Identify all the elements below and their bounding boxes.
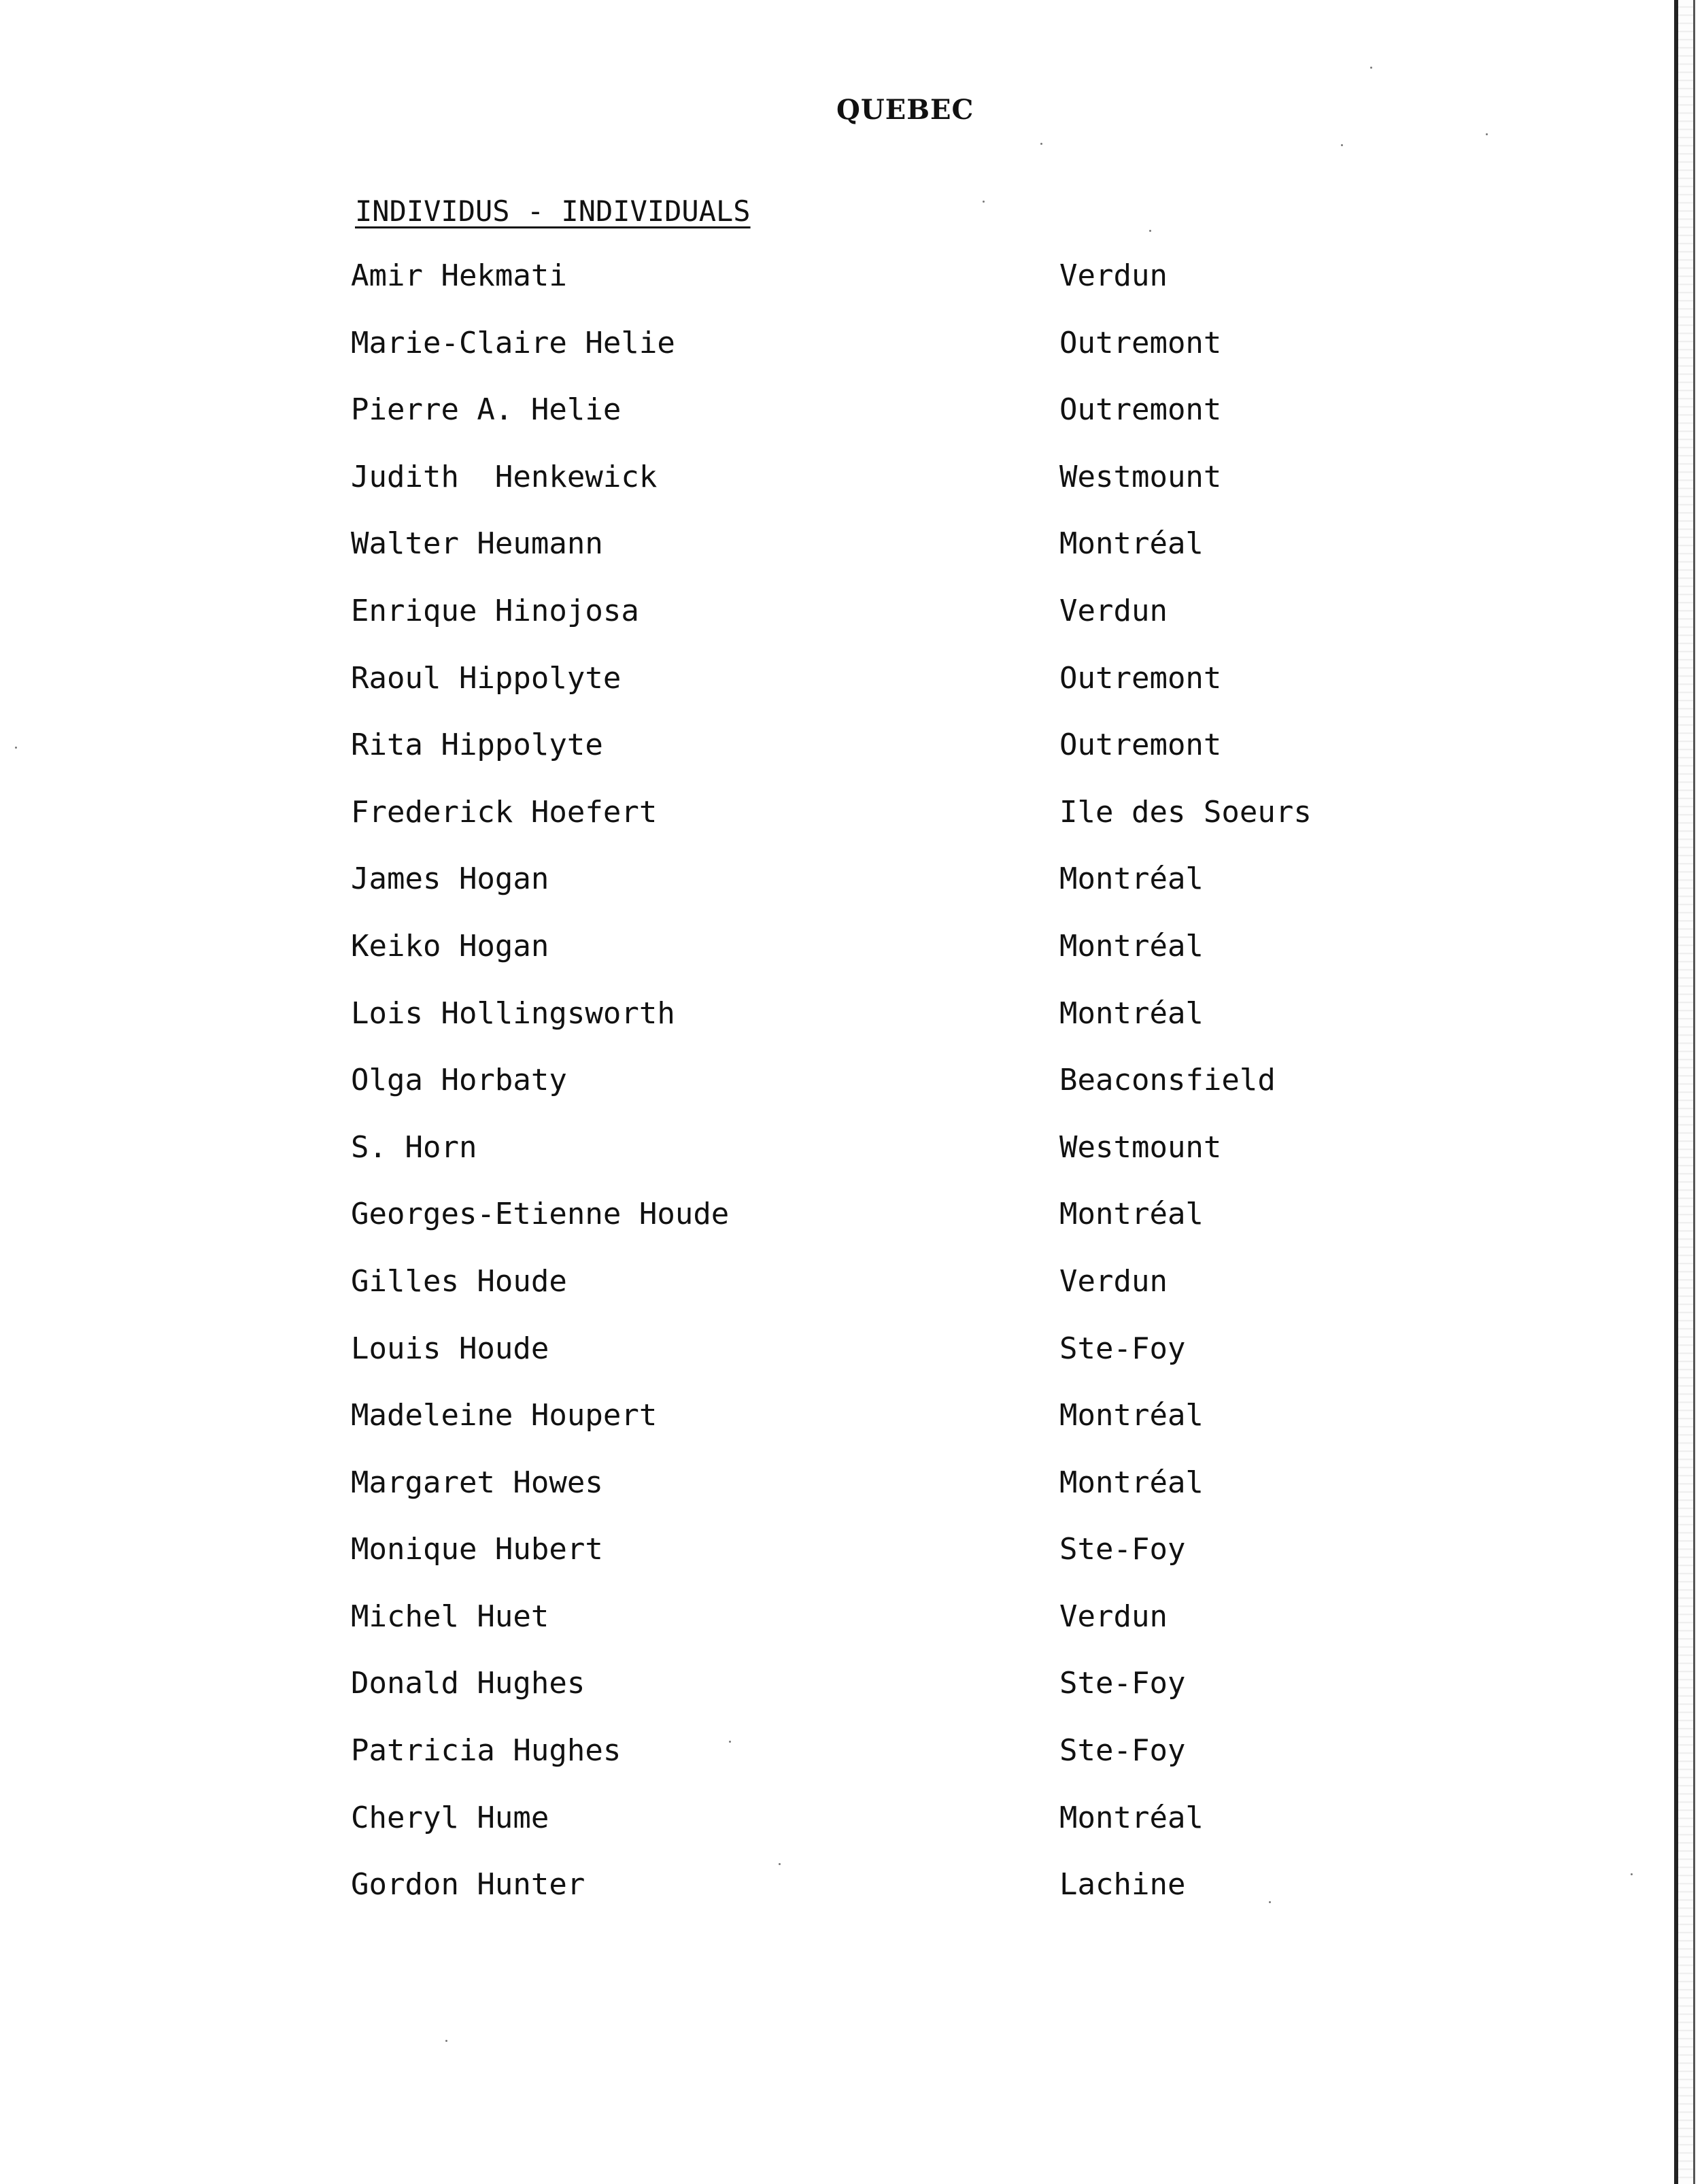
list-item (0, 728, 1632, 795)
scan-speck (1370, 67, 1372, 69)
individual-city: Montréal (1059, 1398, 1204, 1433)
individual-city: Ste-Foy (1059, 1532, 1186, 1567)
individual-city: Outremont (1059, 325, 1222, 360)
list-item (0, 661, 1632, 728)
individuals-list (0, 258, 1632, 1934)
individual-name: Judith Henkewick (351, 459, 658, 494)
list-item (0, 1801, 1632, 1868)
individual-city: Outremont (1059, 660, 1222, 696)
individual-name: Margaret Howes (351, 1465, 603, 1500)
list-item (0, 929, 1632, 996)
individual-name: Pierre A. Helie (351, 392, 622, 428)
individual-name: Michel Huet (351, 1599, 549, 1634)
individual-city: Outremont (1059, 392, 1222, 428)
individual-name: Rita Hippolyte (351, 728, 603, 763)
scan-speck (983, 201, 985, 203)
individual-name: Gordon Hunter (351, 1867, 585, 1903)
list-item (0, 1532, 1632, 1599)
individual-name: Olga Horbaty (351, 1063, 567, 1098)
individual-name: Georges-Etienne Houde (351, 1197, 730, 1232)
list-item (0, 460, 1632, 527)
individual-name: Marie-Claire Helie (351, 325, 675, 360)
individual-city: Montréal (1059, 861, 1204, 897)
individual-city: Verdun (1059, 1599, 1168, 1634)
scan-speck (1149, 230, 1151, 232)
list-item (0, 392, 1632, 460)
individual-name: Louis Houde (351, 1331, 549, 1366)
individual-name: Walter Heumann (351, 526, 603, 562)
list-item (0, 1130, 1632, 1197)
list-item (0, 1063, 1632, 1130)
individual-name: Amir Hekmati (351, 258, 567, 293)
individual-name: Enrique Hinojosa (351, 593, 639, 628)
individual-name: Patricia Hughes (351, 1733, 622, 1769)
individual-city: Verdun (1059, 1263, 1168, 1299)
individual-name: Donald Hughes (351, 1666, 585, 1701)
scan-speck (779, 1863, 781, 1865)
individual-city: Montréal (1059, 1800, 1204, 1835)
individual-name: Keiko Hogan (351, 928, 549, 963)
scan-speck (445, 2040, 447, 2042)
individual-city: Ste-Foy (1059, 1331, 1186, 1366)
scan-speck (1486, 133, 1488, 135)
list-item (0, 1331, 1632, 1399)
individual-city: Verdun (1059, 258, 1168, 293)
list-item (0, 1197, 1632, 1264)
list-item (0, 1599, 1632, 1667)
scan-speck (1341, 144, 1343, 146)
individual-city: Ste-Foy (1059, 1666, 1186, 1701)
list-item (0, 996, 1632, 1063)
individual-name: Gilles Houde (351, 1263, 567, 1299)
individual-name: Lois Hollingsworth (351, 995, 675, 1031)
individual-name: S. Horn (351, 1129, 477, 1165)
page-title: QUEBEC (836, 94, 974, 126)
list-item (0, 258, 1632, 326)
list-item (0, 1465, 1632, 1533)
individual-city: Montréal (1059, 1197, 1204, 1232)
individual-city: Montréal (1059, 928, 1204, 963)
individual-city: Outremont (1059, 728, 1222, 763)
scan-speck (729, 1741, 731, 1743)
list-item (0, 1666, 1632, 1733)
section-heading: INDIVIDUS - INDIVIDUALS (355, 194, 751, 228)
individual-name: Cheryl Hume (351, 1800, 549, 1835)
individual-city: Verdun (1059, 593, 1168, 628)
list-item (0, 861, 1632, 929)
individual-city: Westmount (1059, 459, 1222, 494)
individual-name: Madeleine Houpert (351, 1398, 658, 1433)
individual-city: Ile des Soeurs (1059, 794, 1312, 830)
individual-city: Montréal (1059, 526, 1204, 562)
individual-city: Ste-Foy (1059, 1733, 1186, 1769)
individual-city: Beaconsfield (1059, 1063, 1276, 1098)
individual-name: Monique Hubert (351, 1532, 603, 1567)
individual-city: Montréal (1059, 1465, 1204, 1500)
scan-speck (1040, 143, 1042, 145)
list-item (0, 1867, 1632, 1934)
scan-speck (15, 747, 17, 749)
individual-name: Frederick Hoefert (351, 794, 658, 830)
scan-speck (1631, 1873, 1633, 1875)
scan-speck (1269, 1901, 1271, 1903)
list-item (0, 795, 1632, 862)
individual-name: Raoul Hippolyte (351, 660, 622, 696)
individual-name: James Hogan (351, 861, 549, 897)
list-item (0, 594, 1632, 661)
list-item (0, 326, 1632, 393)
list-item (0, 1264, 1632, 1331)
list-item (0, 526, 1632, 594)
individual-city: Lachine (1059, 1867, 1186, 1903)
individual-city: Montréal (1059, 995, 1204, 1031)
list-item (0, 1398, 1632, 1465)
page-binding-edge (1674, 0, 1695, 2184)
individual-city: Westmount (1059, 1129, 1222, 1165)
list-item (0, 1733, 1632, 1801)
